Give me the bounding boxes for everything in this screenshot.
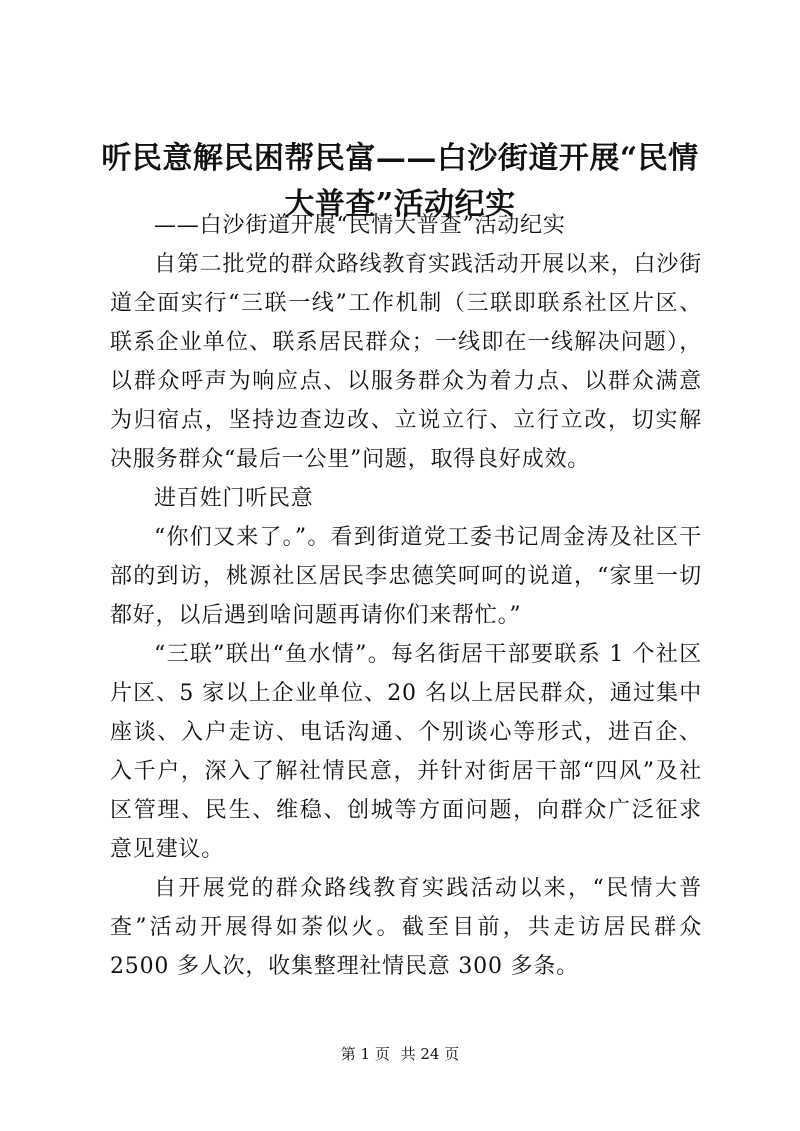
page-number: 第 1 页	[340, 1045, 390, 1063]
quote-paragraph: “你们又来了。”。看到街道党工委书记周金涛及社区干部的到访，桃源社区居民李忠德笑呵呵的说道，“家里一切都好，以后遇到啥问题再请你们来帮忙。”	[110, 525, 702, 628]
section-heading: 进百姓门听民意	[154, 486, 314, 511]
body-paragraph: 自开展党的群众路线教育实践活动以来，“民情大普查”活动开展得如荼似火。截至目前，共走访居民群众 2500 多人次，收集整理社情民意 300 多条。	[110, 876, 702, 979]
page-footer	[0, 1044, 800, 1064]
document-body	[110, 206, 702, 986]
page-total: 共 24 页	[400, 1045, 460, 1063]
document-title: 听民意解民困帮民富——白沙街道开展“民情大普查”活动纪实	[101, 141, 699, 222]
body-paragraph: “三联”联出“鱼水情”。每名街居干部要联系 1 个社区片区、5 家以上企业单位、20 名以上居民群众，通过集中座谈、入户走访、电话沟通、个别谈心等形式，进百企、入千户，深入了解社情民意，并针对街居干部“四风”及社区管理、民生、维稳、创城等方面问题，向群众广泛征求意见建议。	[110, 642, 702, 862]
subtitle-paragraph: ——白沙街道开展“民情大普查”活动纪实	[154, 213, 566, 238]
intro-paragraph: 自第二批党的群众路线教育实践活动开展以来，白沙街道全面实行“三联一线”工作机制（三联即联系社区片区、联系企业单位、联系居民群众；一线即在一线解决问题），以群众呼声为响应点、以服务群众为着力点、以群众满意为归宿点，坚持边查边改、立说立行、立行立改，切实解决服务群众“最后一公里”问题，取得良好成效。	[110, 252, 702, 472]
